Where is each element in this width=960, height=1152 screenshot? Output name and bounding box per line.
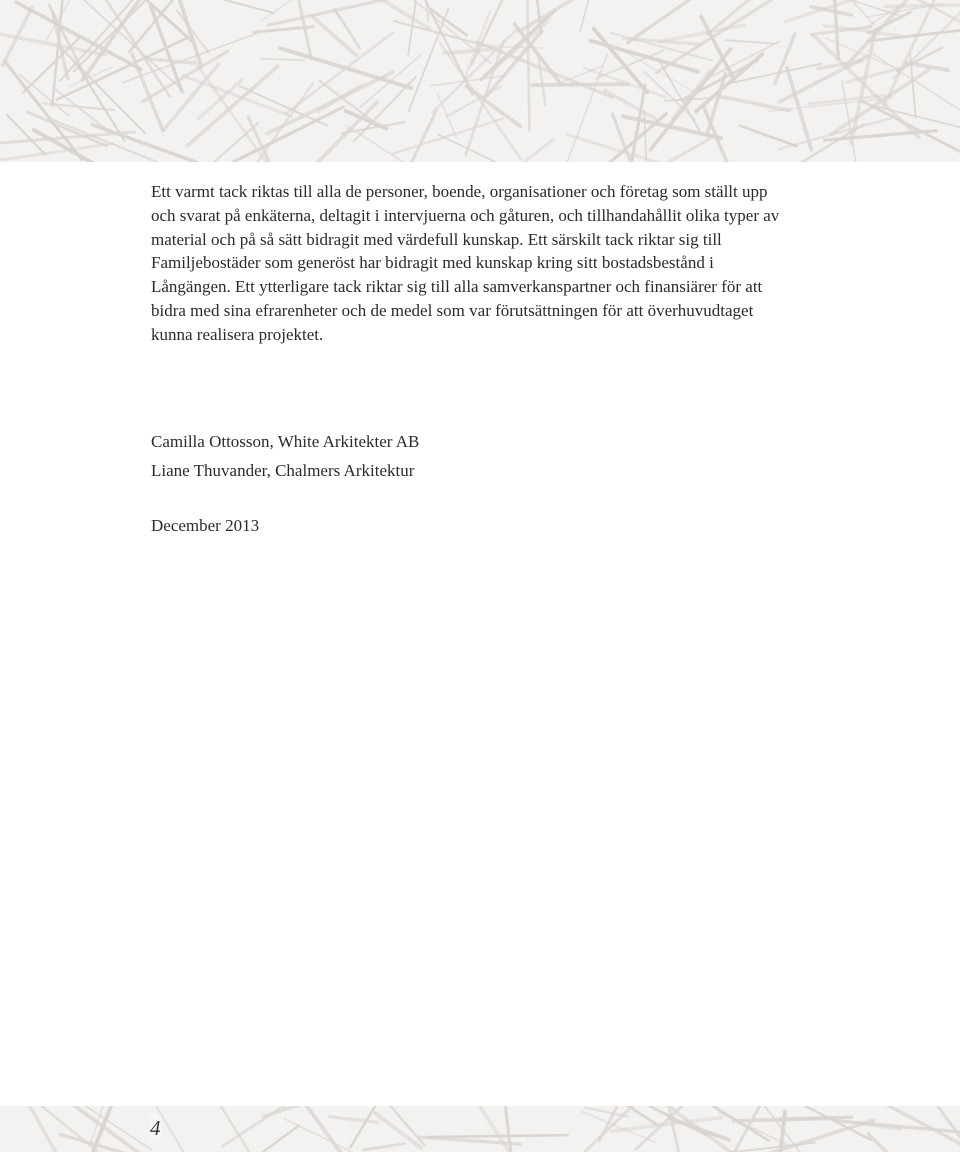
line-pattern-graphic: [0, 0, 960, 162]
acknowledgement-section: [151, 180, 791, 347]
author-1: Camilla Ottosson, White Arkitekter AB: [151, 432, 420, 451]
decorative-pattern-footer: [0, 1106, 960, 1152]
decorative-pattern-header: [0, 0, 960, 162]
publication-date: December 2013: [151, 516, 260, 535]
author-2: Liane Thuvander, Chalmers Arkitektur: [151, 461, 415, 480]
page-number: 4: [150, 1116, 161, 1140]
author-list: [151, 427, 419, 485]
acknowledgement-paragraph: Ett varmt tack riktas till alla de personer, boende, organisationer och företag som ställt upp och svarat på enkäterna, deltagit i intervjuerna och gåturen, och tillhandahållit olika typer av material och på så sätt bidragit med värdefull kunskap. Ett särskilt tack riktar sig till Familjebostäder som generöst har bidragit med kunskap kring sitt bostadsbestånd i Långängen. Ett ytterligare tack riktar sig till alla samverkanspartner och finansiärer för att bidra med sina efrarenheter och de medel som var förutsättningen för att överhuvudtaget kunna realisera projektet.: [151, 182, 780, 344]
line-pattern-graphic: [0, 1106, 960, 1152]
